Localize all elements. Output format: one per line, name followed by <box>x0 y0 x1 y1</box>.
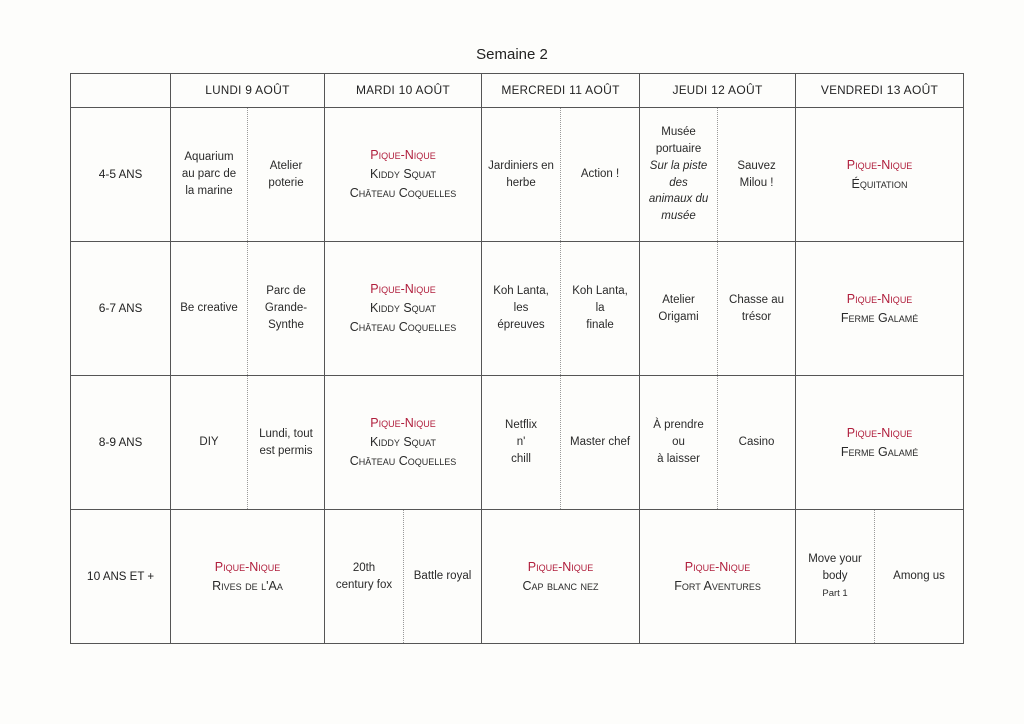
activity-cell: Action ! <box>561 108 640 242</box>
activity-cell: Battle royal <box>404 510 482 644</box>
header-row <box>71 74 964 108</box>
activity-cell: Casino <box>718 376 796 510</box>
activity-cell: Pique-Nique Fort Aventures <box>640 510 796 644</box>
day-header-lundi: LUNDI 9 AOÛT <box>171 74 325 108</box>
activity-cell: Pique-Nique Kiddy Squat Château Coquelles <box>325 376 482 510</box>
corner-cell <box>71 74 171 108</box>
table-row <box>71 242 964 376</box>
activity-cell: Move your body Part 1 <box>796 510 875 644</box>
page-title: Semaine 2 <box>476 46 548 63</box>
activity-cell: Koh Lanta, la finale <box>561 242 640 376</box>
day-header-jeudi: JEUDI 12 AOÛT <box>640 74 796 108</box>
activity-cell: Aquarium au parc de la marine <box>171 108 248 242</box>
activity-cell: Pique-Nique Ferme Galamé <box>796 376 964 510</box>
activity-cell: Netflix n' chill <box>482 376 561 510</box>
activity-cell: Pique-Nique Kiddy Squat Château Coquelles <box>325 242 482 376</box>
activity-cell: Lundi, tout est permis <box>248 376 325 510</box>
table-row <box>71 510 964 644</box>
day-header-mardi: MARDI 10 AOÛT <box>325 74 482 108</box>
age-label-8-9: 8-9 ANS <box>71 376 171 510</box>
activity-cell: Koh Lanta, les épreuves <box>482 242 561 376</box>
activity-cell: Sauvez Milou ! <box>718 108 796 242</box>
activity-cell: Among us <box>875 510 964 644</box>
activity-cell: Pique-Nique Ferme Galamé <box>796 242 964 376</box>
activity-cell: Jardiniers en herbe <box>482 108 561 242</box>
activity-cell: Be creative <box>171 242 248 376</box>
activity-cell: Atelier poterie <box>248 108 325 242</box>
activity-cell: DIY <box>171 376 248 510</box>
activity-cell: Master chef <box>561 376 640 510</box>
table-row <box>71 376 964 510</box>
activity-cell: À prendre ou à laisser <box>640 376 718 510</box>
activity-cell: Pique-Nique Équitation <box>796 108 964 242</box>
schedule-table <box>70 73 964 644</box>
activity-cell: Pique-Nique Cap blanc nez <box>482 510 640 644</box>
activity-cell: Parc de Grande- Synthe <box>248 242 325 376</box>
age-label-4-5: 4-5 ANS <box>71 108 171 242</box>
activity-cell: Pique-Nique Rives de l'Aa <box>171 510 325 644</box>
table-row <box>71 108 964 242</box>
age-label-6-7: 6-7 ANS <box>71 242 171 376</box>
day-header-mercredi: MERCREDI 11 AOÛT <box>482 74 640 108</box>
activity-cell: Pique-Nique Kiddy Squat Château Coquelles <box>325 108 482 242</box>
day-header-vendredi: VENDREDI 13 AOÛT <box>796 74 964 108</box>
activity-cell: Chasse au trésor <box>718 242 796 376</box>
activity-cell: 20th century fox <box>325 510 404 644</box>
age-label-10-plus: 10 ANS ET + <box>71 510 171 644</box>
activity-cell: Musée portuaire Sur la piste des animaux du musée <box>640 108 718 242</box>
activity-cell: Atelier Origami <box>640 242 718 376</box>
